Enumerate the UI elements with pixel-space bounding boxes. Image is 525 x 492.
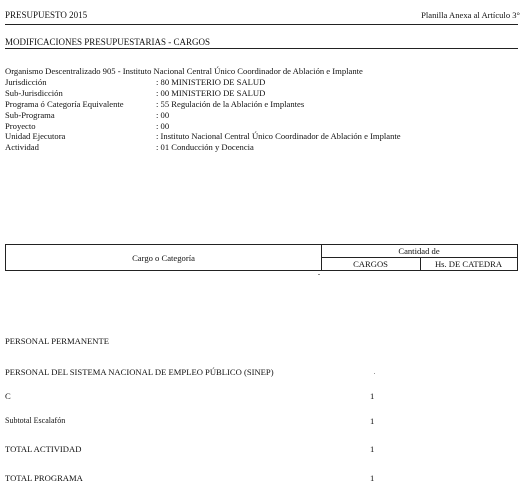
info-value: : 55 Regulación de la Ablación e Implantes bbox=[156, 98, 305, 109]
table-row-label: C bbox=[5, 391, 11, 401]
table-row-label: Subtotal Escalafón bbox=[5, 416, 66, 425]
column-header-hs-catedra: Hs. DE CATEDRA bbox=[434, 259, 503, 269]
section-title: MODIFICACIONES PRESUPUESTARIAS - CARGOS bbox=[5, 37, 211, 47]
info-label: Proyecto bbox=[5, 120, 36, 131]
info-label: Unidad Ejecutora bbox=[5, 131, 66, 142]
info-value: : 00 MINISTERIO DE SALUD bbox=[156, 87, 266, 98]
section-divider bbox=[5, 48, 518, 49]
row-divider bbox=[321, 257, 517, 258]
scan-mark bbox=[374, 373, 375, 374]
positions-table-header bbox=[5, 244, 518, 271]
info-label: Jurisdicción bbox=[5, 77, 47, 87]
info-label: Actividad bbox=[5, 142, 39, 153]
info-value: : 80 MINISTERIO DE SALUD bbox=[156, 77, 266, 87]
info-value: : Instituto Nacional Central Único Coordinador de Ablación e Implante bbox=[156, 131, 401, 142]
info-value: : 01 Conducción y Docencia bbox=[156, 142, 254, 153]
column-header-cantidad: Cantidad de bbox=[398, 246, 440, 256]
scan-mark bbox=[318, 274, 320, 275]
info-value: : 00 bbox=[156, 109, 170, 120]
info-label: Sub-Programa bbox=[5, 109, 55, 120]
info-label: Sub-Jurisdicción bbox=[5, 87, 63, 98]
table-row-label: TOTAL PROGRAMA bbox=[5, 473, 83, 483]
column-header-cargo: Cargo o Categoría bbox=[132, 253, 195, 263]
table-row-label: TOTAL ACTIVIDAD bbox=[5, 444, 82, 454]
table-row-value: 1 bbox=[370, 391, 375, 401]
header-divider bbox=[5, 24, 518, 25]
table-row-value: 1 bbox=[370, 416, 375, 426]
info-value: : 00 bbox=[156, 120, 170, 131]
table-row-value: 1 bbox=[370, 444, 375, 454]
annex-reference: Planilla Anexa al Artículo 3° bbox=[421, 10, 520, 20]
report-title: PRESUPUESTO 2015 bbox=[5, 10, 88, 20]
column-header-cargos: CARGOS bbox=[353, 259, 388, 269]
table-row-label: PERSONAL PERMANENTE bbox=[5, 336, 110, 346]
organism-line: Organismo Descentralizado 905 - Instituto Nacional Central Único Coordinador de Ablación e Implante bbox=[5, 66, 363, 76]
table-row-label: PERSONAL DEL SISTEMA NACIONAL DE EMPLEO PÚBLICO (SINEP) bbox=[5, 367, 274, 377]
table-row-value: 1 bbox=[370, 473, 375, 483]
info-label: Programa ó Categoría Equivalente bbox=[5, 98, 124, 109]
